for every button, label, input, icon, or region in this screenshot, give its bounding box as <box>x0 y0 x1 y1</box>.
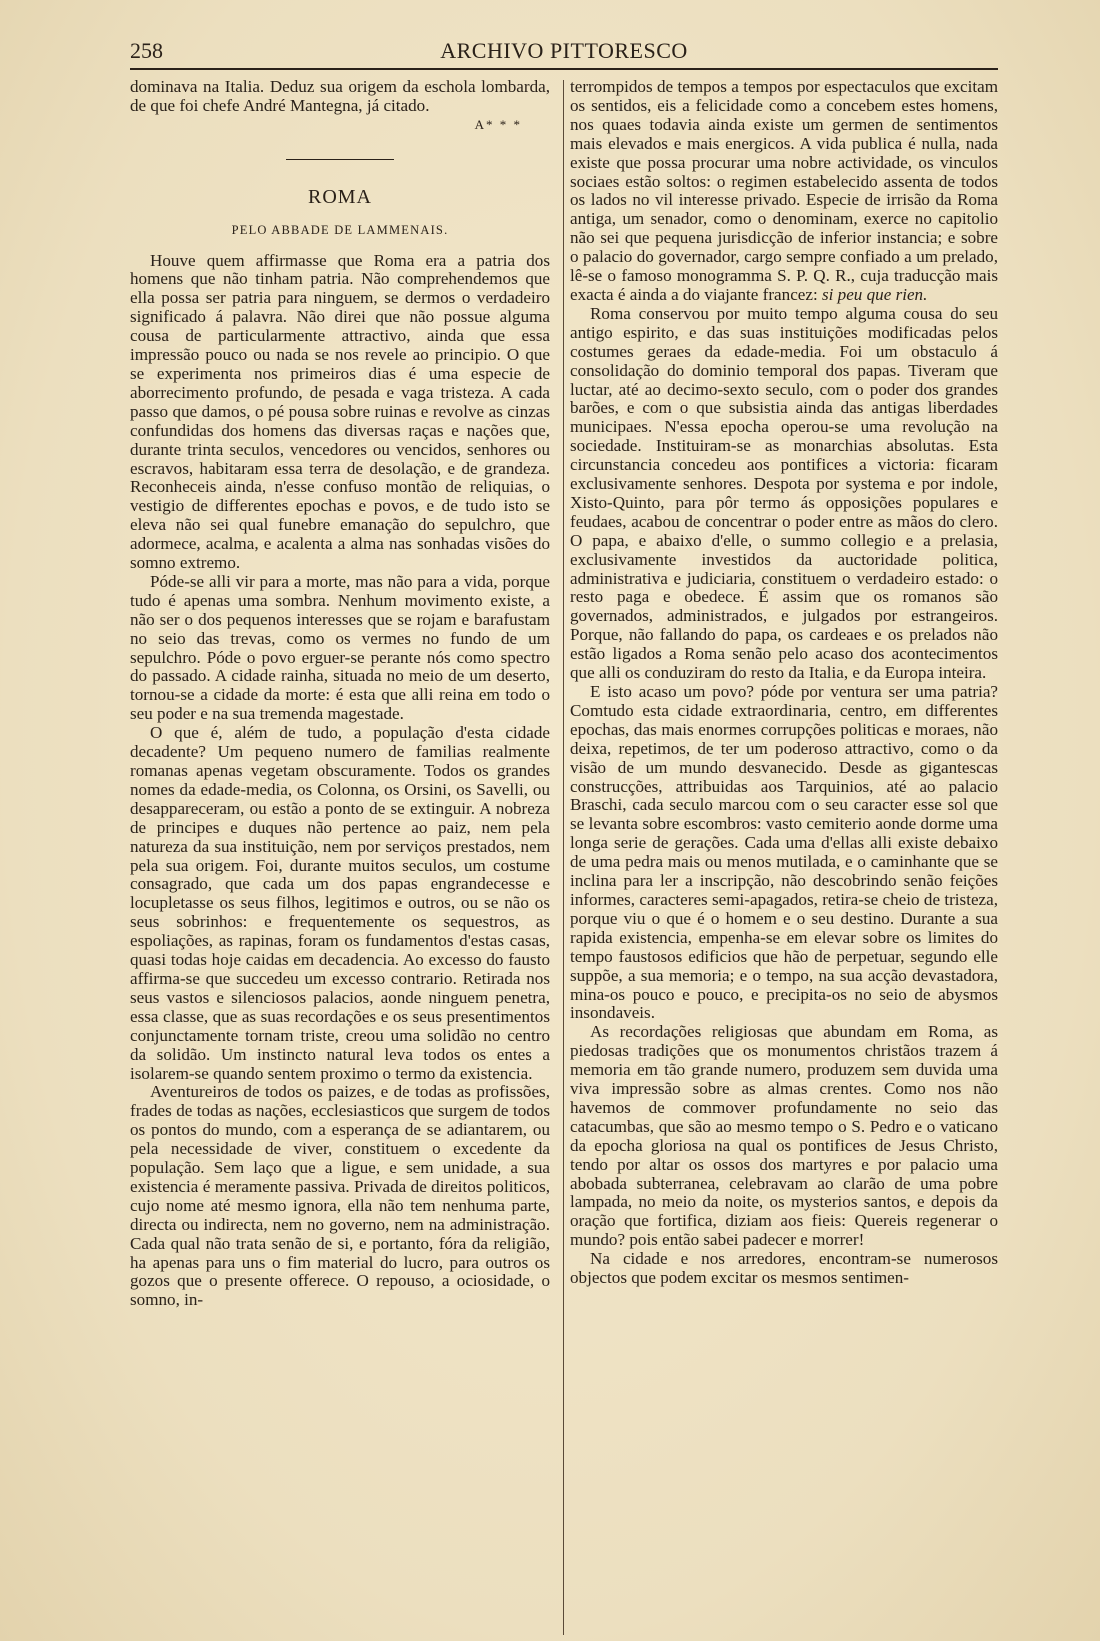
right-column <box>570 78 998 1288</box>
paragraph: Aventureiros de todos os paizes, e de todas as profissões, frades de todas as nações, ecclesiasticos que surgem de todos os pontos do mundo, com a esperança de se adiantarem, ou pela necessidade de viver, constituem o excedente da população. Sem laço que a ligue, e sem unidade, a sua existencia é meramente passiva. Privada de direitos politicos, cujo nome até mesmo ignora, ella não tem nenhuma parte, directa ou indirecta, nem no governo, nem na administração. Cada qual não trata senão de si, e portanto, fóra da religião, ha apenas para uns o fim material do lucro, para outros os gozos que o presente offerece. O repouso, a ociosidade, o somno, in- <box>130 1082 550 1310</box>
paragraph-text: terrompidos de tempos a tempos por espectaculos que excitam os sentidos, eis a felicidade como a concebem estes homens, nos quaes todavia ainda existe um germen de sentimentos mais elevados e mais energicos. A vida publica é nulla, nada existe que possa procurar uma nobre actividade, os vinculos sociaes estão soltos: o regimen estabelecido assenta de todos os lados no vil interesse privado. Especie de irrisão da Roma antiga, um senador, como o denominam, exerce no capitolio não sei que pequena jurisdicção de inferior instancia; e sobre o palacio do governador, cargo sempre confiado a um prelado, lê-se o famoso monogramma S. P. Q. R., cuja traducção mais exacta é ainda a do viajante francez: <box>570 77 998 304</box>
paragraph: As recordações religiosas que abundam em Roma, as piedosas tradições que os monumentos christãos trazem á memoria em tão grande numero, produzem sem duvida uma viva impressão sobre as almas crentes. Como nos não havemos de commover profundamente no seio das catacumbas, que são ao mesmo tempo o S. Pedro e o vaticano da epocha gloriosa na qual os pontifices de Jesus Christo, tendo por altar os ossos dos martyres e por palacio uma abobada subterranea, celebravam ao clarão de uma pobre lampada, no meio da noite, os mysterios santos, e depois da oração que fortifica, diziam aos fieis: Quereis regenerar o mundo? pois então sabei padecer e morrer! <box>570 1022 998 1250</box>
paragraph-continued <box>570 78 998 305</box>
paragraph: Houve quem affirmasse que Roma era a patria dos homens que não tinham patria. Não comprehendemos que ella possa ser patria para ninguem, se dermos o verdadeiro significado á palavra. Não direi que não possue alguma cousa de particularmente attractivo, ainda que essa impressão pouco ou nada se nos revele ao principio. O que se experimenta nos primeiros dias é uma especie de aborrecimento profundo, de pesada e vaga tristeza. A cada passo que damos, o pé pousa sobre ruinas e revolve as cinzas confundidas dos homens das diversas raças e nações que, durante trinta seculos, vencedores ou vencidos, senhores ou escravos, habitaram essa terra de desolação, e de grandeza. Reconheceis ainda, n'esse confuso montão de reliquias, o vestigio de differentes epochas e povos, e de tudo isto se eleva não sei qual funebre emanação do sepulchro, que adormece, acalma, e acalenta a alma nas sonhadas visões do somno extremo. <box>130 250 550 573</box>
section-separator <box>286 159 394 160</box>
paragraph: O que é, além de tudo, a população d'esta cidade decadente? Um pequeno numero de familias realmente romanas apenas vegetam obscuramente. Todos os grandes nomes da edade-media, os Colonna, os Orsini, os Savelli, ou desappareceram, ou estão a ponto de se extinguir. A nobreza de principes e duques não pertence ao paiz, nem pela natureza da sua instituição, nem por serviços prestados, nem pela sua origem. Foi, durante muitos seculos, um costume consagrado, que cada um dos papas engrandecesse e locupletasse os seus filhos, legitimos e outros, ou se não os seus sobrinhos: e frequentemente os sequestros, as espoliações, as rapinas, foram os fundamentos d'estas casas, quasi todas hoje caidas em decadencia. Ao excesso do fausto affirma-se que succedeu um excesso contrario. Retirada nos seus vastos e silenciosos palacios, aonde ninguem penetra, essa classe, que as suas recordações e os seus presentimentos conjunctamente tornam triste, creou uma solidão no centro da solidão. Um instincto natural leva todos os entes a isolarem-se quando sentem proximo o termo da existencia. <box>130 723 550 1083</box>
page-number: 258 <box>130 38 163 63</box>
article-byline: PELO ABBADE DE LAMMENAIS. <box>231 222 449 237</box>
previous-article-signature: A* * * <box>474 116 522 132</box>
paragraph: Póde-se alli vir para a morte, mas não para a vida, porque tudo é apenas uma sombra. Nenhum movimento existe, a não ser o dos pequenos interesses que se rojam e barafustam no seio das trevas, como os vermes no fundo de um sepulchro. Póde o povo erguer-se perante nós como spectro do passado. A cidade rainha, situada no meio de um deserto, tornou-se a cidade da morte: é esta que alli reina em todo o seu poder e na sua tremenda magestade. <box>130 571 550 724</box>
running-head <box>130 38 998 68</box>
header-rule <box>130 68 998 70</box>
paragraph: Na cidade e nos arredores, encontram-se numerosos objectos que podem excitar os mesmos sentimen- <box>570 1249 998 1288</box>
italic-quote: si peu que rien. <box>821 284 928 304</box>
article-title: ROMA <box>307 185 372 208</box>
left-column <box>130 78 550 1310</box>
paragraph: Roma conservou por muito tempo alguma cousa do seu antigo espirito, e das suas instituições modificadas pelos costumes geraes da edade-media. Foi um obstaculo á consolidação do dominio temporal dos papas. Tiveram que luctar, até ao decimo-sexto seculo, com o poder dos grandes barões, e com o que subsistia ainda das antigas liberdades municipaes. N'essa epocha operou-se uma revolução na sociedade. Instituiram-se as monarchias absolutas. Esta circunstancia concedeu aos pontifices a victoria: ficaram exclusivamente senhores. Despota por systema e por indole, Xisto-Quinto, para pôr termo ás opposições populares e feudaes, acabou de concentrar o poder entre as mãos do clero. O papa, e abaixo d'elle, o summo collegio e a prelasia, exclusivamente investidos da auctoridade politica, administrativa e judiciaria, constituem o verdadeiro estado: o resto paga e obedece. É assim que os romanos são governados, administrados, e julgados por estrangeiros. Porque, não fallando do papa, os cardeaes e os prelados não estão ligados a Roma senão pelo acaso dos acontecimentos que alli os conduziram do resto da Italia, e da Europa inteira. <box>570 303 998 683</box>
previous-article-ending: dominava na Italia. Deduz sua origem da eschola lombarda, de que foi chefe André Mantegna, já citado. <box>130 77 550 115</box>
column-divider <box>563 80 564 1635</box>
paragraph: E isto acaso um povo? póde por ventura ser uma patria? Comtudo esta cidade extraordinaria, centro, em differentes epochas, das mais enormes corrupções politicas e moraes, não deixa, repetimos, de ter um poderoso attractivo, como o da visão de um mundo desvanecido. Desde as gigantescas construcções, attribuidas aos Tarquinios, até ao palacio Braschi, cada seculo marcou com o seu caracter esse sol que se levanta sobre escombros: vasto cemiterio aonde dorme uma longa serie de gerações. Cada uma d'ellas alli existe debaixo de uma pedra mais ou menos mutilada, e o caminhante que se inclina para ler a inscripção, não descobrindo senão feições informes, caracteres semi-apagados, retira-se cheio de tristeza, porque viu o que é o homem e o seu destino. Durante a sua rapida existencia, empenha-se em elevar sobre os limites do tempo faustosos edificios que hão de perpetuar, segundo elle suppõe, a sua memoria; e o tempo, na sua acção devastadora, mina-os pouco e pouco, e precipita-os no seio de abysmos insondaveis. <box>570 682 998 1023</box>
journal-title: ARCHIVO PITTORESCO <box>440 38 688 63</box>
